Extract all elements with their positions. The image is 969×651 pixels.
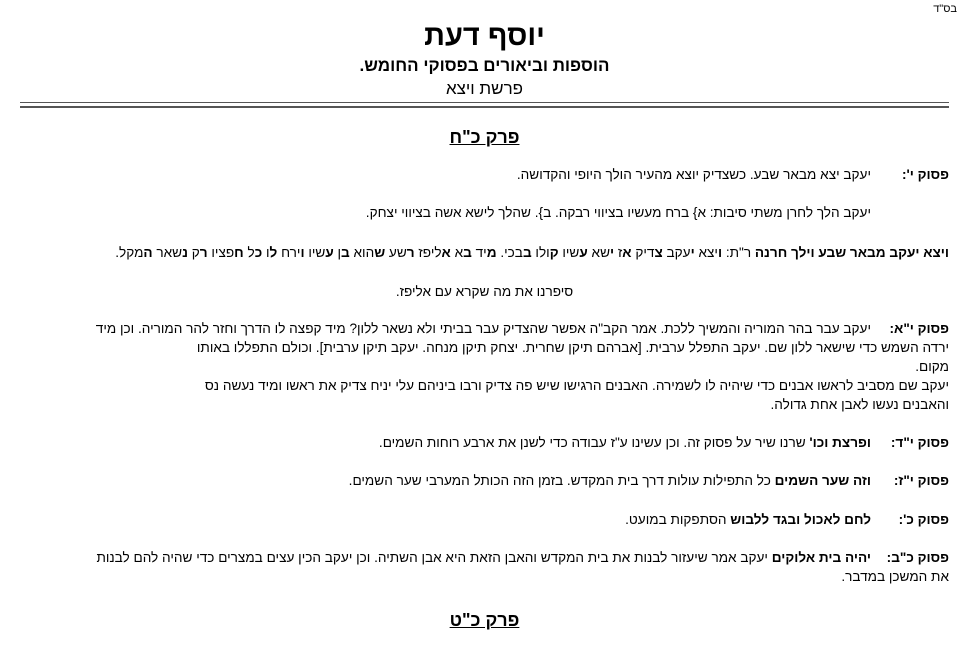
notarikon-initial: ש	[374, 245, 386, 260]
verse-text	[20, 510, 871, 529]
notarikon-initial: ח	[234, 245, 244, 260]
notarikon-word-rest: שע	[385, 245, 407, 260]
verse-line: יעקב הלך לחרן משתי סיבות: א} ברח מעשיו בציווי רבקה. ב}. שהלך לישא אשה בציווי יצחק.	[365, 205, 871, 220]
page-title: יוסף דעת	[424, 20, 545, 52]
notarikon-initial: נ	[182, 245, 188, 260]
notarikon-initial: ו	[300, 245, 305, 260]
notarikon-word-rest: שא	[587, 245, 610, 260]
verse-comment: כל התפילות עולות דרך בית המקדש. בזמן הזה הכותל המערבי שער השמים.	[348, 473, 771, 488]
verse-line: יעקב יצא מבאר שבע. כשצדיק יוצא מהעיר הולך היופי והקדושה.	[516, 167, 871, 182]
verse-text	[20, 165, 871, 184]
notarikon-initial: ר	[406, 245, 415, 260]
verse-keyword: ופרצת וכו'	[809, 435, 871, 450]
notarikon-initial: ו	[717, 245, 723, 260]
notarikon-phrase: ויצא יעקב מבאר שבע וילך חרנה	[754, 245, 949, 260]
notarikon-initial: צ	[654, 245, 663, 260]
notarikon-initial: א	[441, 245, 451, 260]
verse-line: מקום.	[915, 359, 949, 374]
parasha-name: פרשת ויצא	[445, 79, 524, 98]
verse-line: את המשכן במדבר.	[841, 569, 949, 584]
verse-keyword: יהיה בית אלוקים	[771, 550, 871, 565]
verse-line: יעקב עבר בהר המוריה והמשיך ללכת. אמר הקב"ה אפשר שהצדיק עבר בביתי ולא נשאר ללון? מיד קפצה לו הדרך וחזר להר המוריה. וכן מיד	[95, 321, 871, 336]
verse-comment: יעקב אמר שיעזור לבנות את בית המקדש והאבן הזאת היא אבן השתיה. וכן יעקב הכין עצים במצרים כדי שהיה להם לבנות	[96, 550, 768, 565]
notarikon-initial: כ	[254, 245, 263, 260]
notarikon-word-rest: דיק	[631, 245, 655, 260]
verse-line: ירדה השמש כדי שישאר ללון שם. יעקב התפלל ערבית. [אברהם תיקן שחרית. יצחק תיקן מנחה. יעקב תיקן ערבית]. וכולם התפללו באותו	[196, 340, 949, 355]
notarikon-initial: ע	[325, 245, 334, 260]
divider-thick	[20, 106, 949, 108]
notarikon-words	[115, 245, 722, 260]
notarikon-initial: ב	[341, 245, 350, 260]
verse-label: פסוק י':	[902, 167, 949, 182]
notarikon-initial: ב	[522, 245, 532, 260]
notarikon-word-rest: ל	[243, 245, 255, 260]
notarikon-word-rest: יצא	[694, 245, 718, 260]
verse-text	[20, 433, 871, 452]
notarikon-initial: ב	[463, 245, 472, 260]
verse-text	[20, 203, 871, 222]
notarikon-initial: ר	[199, 245, 208, 260]
page-subtitle: הוספות וביאורים בפסוקי החומש.	[359, 56, 610, 75]
verse-keyword: וזה שער השמים	[774, 473, 871, 488]
verse-label: פסוק י"ד:	[890, 435, 949, 450]
divider-thin	[20, 102, 949, 103]
verse-label: פסוק י"ז:	[893, 473, 949, 488]
document-header	[0, 19, 969, 100]
notarikon-word-rest: ולו	[531, 245, 550, 260]
notarikon-word-rest: שאר	[152, 245, 183, 260]
verse-comment: שרנו שיר על פסוק זה. וכן עשינו ע"ז עבודה כדי לשנן את ארבע רוחות השמים.	[378, 435, 806, 450]
notarikon-word-rest: פציו	[207, 245, 235, 260]
chapter-heading-28: פרק כ"ח	[449, 127, 520, 147]
notarikon-initial: ה	[143, 245, 153, 260]
notarikon-initial: ע	[579, 245, 588, 260]
notarikon-note: סיפרנו את מה שקרא עם אליפז.	[395, 284, 574, 299]
notarikon-word-rest: הוא	[349, 245, 375, 260]
notarikon-initial: ק	[549, 245, 559, 260]
verse-comment: הסתפקות במועט.	[625, 512, 727, 527]
verse-label: פסוק י"א:	[889, 321, 949, 336]
notarikon-word-rest: יד	[471, 245, 487, 260]
notarikon-word-rest: עקב	[662, 245, 691, 260]
notarikon-word-rest: ז	[614, 245, 623, 260]
chapter-heading-29: פרק כ"ט	[449, 610, 520, 630]
notarikon-word-rest: ו	[262, 245, 270, 260]
notarikon-word-rest: ירח	[277, 245, 301, 260]
notarikon-word-rest: שיו	[304, 245, 326, 260]
verse-text	[20, 319, 871, 338]
notarikon-initial: ל	[269, 245, 278, 260]
notarikon-word-rest: א	[450, 245, 464, 260]
verse-text	[20, 471, 871, 490]
notarikon-word-rest: ן	[333, 245, 342, 260]
verse-text	[20, 548, 871, 567]
verse-label: פסוק כ':	[898, 512, 949, 527]
notarikon-prefix: ר"ת:	[725, 245, 752, 260]
verse-label: פסוק כ"ב:	[886, 550, 949, 565]
notarikon-word-rest: מקל.	[115, 245, 144, 260]
notarikon-initial: י	[610, 245, 615, 260]
verse-keyword: לחם לאכול ובגד ללבוש	[730, 512, 871, 527]
notarikon-word-rest: ליפז	[414, 245, 442, 260]
verse-line: והאבנים נעשו לאבן אחת גדולה.	[770, 397, 949, 412]
verse-line: יעקב שם מסביב לראשו אבנים כדי שיהיה לו לשמירה. האבנים הרגישו שיש פה צדיק ורבו ביניהם עלי יניח צדיק את ראשו ומיד נעשה נס	[204, 378, 949, 393]
notarikon-word-rest: ק	[187, 245, 200, 260]
bsd-mark: בס"ד	[933, 3, 957, 15]
notarikon-word-rest: שיו	[558, 245, 580, 260]
notarikon-initial: י	[690, 245, 695, 260]
notarikon-initial: מ	[486, 245, 497, 260]
notarikon-text	[20, 243, 949, 262]
notarikon-initial: א	[622, 245, 632, 260]
notarikon-word-rest: בכי.	[496, 245, 523, 260]
